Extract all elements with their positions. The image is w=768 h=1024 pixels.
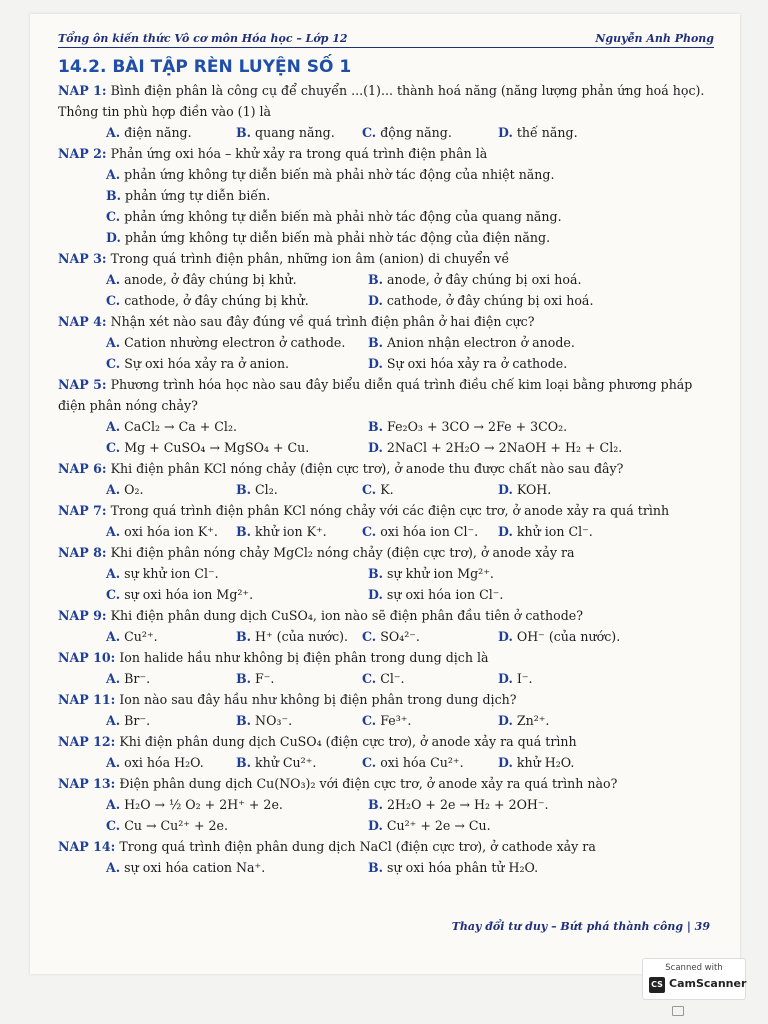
question-item <box>58 80 716 143</box>
section-title: 14.2. BÀI TẬP RÈN LUYỆN SỐ 1 <box>58 57 352 77</box>
option-text: khử ion Cl⁻. <box>516 524 593 539</box>
answer-option <box>236 710 362 731</box>
option-text: Cu²⁺ + 2e → Cu. <box>386 818 491 833</box>
answer-option <box>106 563 368 584</box>
question-label: NAP 6: <box>58 461 107 476</box>
question-stem <box>58 647 716 668</box>
header-book-title: Tổng ôn kiến thức Vô cơ môn Hóa học – Lớp 12 <box>58 32 348 45</box>
answer-option <box>498 122 716 143</box>
question-label: NAP 2: <box>58 146 107 161</box>
option-letter: B. <box>236 524 252 539</box>
option-text: K. <box>380 482 394 497</box>
answer-option <box>362 668 498 689</box>
option-text: cathode, ở đây chúng bị oxi hoá. <box>386 293 594 308</box>
answer-options <box>58 479 716 500</box>
question-stem <box>58 731 716 752</box>
answer-option <box>236 668 362 689</box>
option-letter: D. <box>368 293 383 308</box>
option-text: Br⁻. <box>124 671 151 686</box>
question-item <box>58 836 716 878</box>
answer-option <box>106 122 236 143</box>
page-footer: Thay đổi tư duy – Bứt phá thành công | 39 <box>451 920 710 933</box>
question-text: Khi điện phân dung dịch CuSO₄ (điện cực trơ), ở anode xảy ra quá trình <box>119 734 577 749</box>
option-text: sự khử ion Cl⁻. <box>124 566 219 581</box>
answer-option <box>498 710 716 731</box>
option-letter: A. <box>106 629 121 644</box>
option-text: cathode, ở đây chúng bị khử. <box>124 293 309 308</box>
option-letter: C. <box>362 482 377 497</box>
question-item <box>58 773 716 836</box>
question-text: Khi điện phân dung dịch CuSO₄, ion nào sẽ điện phân đầu tiên ở cathode? <box>110 608 583 623</box>
option-letter: A. <box>106 335 121 350</box>
question-stem <box>58 500 716 521</box>
option-letter: B. <box>368 566 384 581</box>
option-letter: A. <box>106 167 121 182</box>
option-text: Fe₂O₃ + 3CO → 2Fe + 3CO₂. <box>387 419 568 434</box>
answer-option <box>58 206 716 227</box>
option-text: oxi hóa ion Cl⁻. <box>380 524 479 539</box>
option-text: động năng. <box>380 125 452 140</box>
option-text: điện năng. <box>124 125 192 140</box>
option-text: Sự oxi hóa xảy ra ở anion. <box>124 356 290 371</box>
question-item <box>58 143 716 248</box>
question-item <box>58 542 716 605</box>
exercise-content <box>58 54 716 878</box>
answer-options <box>58 416 716 458</box>
option-text: Cation nhường electron ở cathode. <box>124 335 346 350</box>
question-stem <box>58 80 716 122</box>
option-letter: B. <box>236 482 252 497</box>
option-letter: D. <box>368 440 383 455</box>
answer-option <box>368 290 716 311</box>
answer-option <box>362 710 498 731</box>
option-text: Anion nhận electron ở anode. <box>387 335 575 350</box>
answer-options <box>58 710 716 731</box>
answer-option <box>498 479 716 500</box>
question-stem <box>58 605 716 626</box>
option-text: Fe³⁺. <box>380 713 412 728</box>
question-item <box>58 731 716 773</box>
question-text: Nhận xét nào sau đây đúng về quá trình điện phân ở hai điện cực? <box>110 314 535 329</box>
question-stem <box>58 248 716 269</box>
option-text: phản ứng không tự diễn biến mà phải nhờ tác động của quang năng. <box>124 209 562 224</box>
answer-option <box>236 479 362 500</box>
option-letter: D. <box>368 587 383 602</box>
question-item <box>58 374 716 458</box>
answer-option <box>362 752 498 773</box>
option-letter: C. <box>106 209 121 224</box>
option-letter: D. <box>106 230 121 245</box>
option-letter: A. <box>106 797 121 812</box>
answer-options <box>58 794 716 836</box>
option-text: sự oxi hóa cation Na⁺. <box>124 860 266 875</box>
question-label: NAP 10: <box>58 650 116 665</box>
option-text: oxi hóa Cu²⁺. <box>380 755 464 770</box>
option-letter: A. <box>106 860 121 875</box>
option-letter: C. <box>106 587 121 602</box>
option-letter: C. <box>362 524 377 539</box>
running-header <box>58 30 714 46</box>
option-letter: A. <box>106 524 121 539</box>
question-text: Trong quá trình điện phân KCl nóng chảy với các điện cực trơ, ở anode xảy ra quá trình <box>110 503 670 518</box>
option-letter: D. <box>368 356 383 371</box>
option-text: OH⁻ (của nước). <box>516 629 621 644</box>
answer-option <box>106 626 236 647</box>
answer-option <box>368 353 716 374</box>
answer-option <box>106 269 368 290</box>
option-text: Cl₂. <box>255 482 278 497</box>
answer-option <box>368 332 716 353</box>
answer-option <box>368 269 716 290</box>
answer-option <box>362 521 498 542</box>
option-letter: A. <box>106 566 121 581</box>
option-letter: D. <box>498 482 513 497</box>
question-item <box>58 458 716 500</box>
option-text: anode, ở đây chúng bị khử. <box>124 272 297 287</box>
option-text: Zn²⁺. <box>516 713 550 728</box>
answer-option <box>106 794 368 815</box>
question-text: Bình điện phân là công cụ để chuyển ...(1)... thành hoá năng (năng lượng phản ứng hoá học). Thông tin phù hợp điền vào (1) là <box>58 83 705 119</box>
question-stem <box>58 836 716 857</box>
answer-option <box>106 479 236 500</box>
question-text: Khi điện phân nóng chảy MgCl₂ nóng chảy (điện cực trơ), ở anode xảy ra <box>110 545 575 560</box>
option-text: Cl⁻. <box>380 671 405 686</box>
answer-options <box>58 752 716 773</box>
option-letter: C. <box>362 671 377 686</box>
question-stem <box>58 311 716 332</box>
question-item <box>58 500 716 542</box>
answer-option <box>368 416 716 437</box>
question-stem <box>58 542 716 563</box>
answer-option <box>106 815 368 836</box>
option-letter: B. <box>368 797 384 812</box>
question-item <box>58 689 716 731</box>
question-text: Trong quá trình điện phân, những ion âm (anion) di chuyển về <box>110 251 510 266</box>
question-text: Ion nào sau đây hầu như không bị điện phân trong dung dịch? <box>119 692 517 707</box>
option-text: khử H₂O. <box>516 755 575 770</box>
question-stem <box>58 689 716 710</box>
answer-option <box>236 626 362 647</box>
option-letter: D. <box>368 818 383 833</box>
option-letter: D. <box>498 125 513 140</box>
question-label: NAP 14: <box>58 839 116 854</box>
option-text: oxi hóa ion K⁺. <box>124 524 218 539</box>
option-letter: D. <box>498 713 513 728</box>
question-text: Phương trình hóa học nào sau đây biểu diễn quá trình điều chế kim loại bằng phương pháp điện phân nóng chảy? <box>58 377 693 413</box>
answer-option <box>106 416 368 437</box>
question-label: NAP 8: <box>58 545 107 560</box>
answer-option <box>368 794 716 815</box>
option-text: Mg + CuSO₄ → MgSO₄ + Cu. <box>124 440 310 455</box>
question-item <box>58 647 716 689</box>
answer-option <box>58 185 716 206</box>
option-text: sự oxi hóa ion Mg²⁺. <box>124 587 254 602</box>
option-letter: A. <box>106 419 121 434</box>
answer-option <box>106 584 368 605</box>
question-label: NAP 13: <box>58 776 116 791</box>
option-text: NO₃⁻. <box>255 713 293 728</box>
answer-option <box>498 668 716 689</box>
option-letter: C. <box>362 125 377 140</box>
option-letter: A. <box>106 713 121 728</box>
answer-option <box>106 437 368 458</box>
option-letter: D. <box>498 524 513 539</box>
option-text: Sự oxi hóa xảy ra ở cathode. <box>386 356 568 371</box>
answer-option <box>106 353 368 374</box>
answer-option <box>368 584 716 605</box>
question-label: NAP 3: <box>58 251 107 266</box>
answer-option <box>368 437 716 458</box>
option-text: H₂O → ½ O₂ + 2H⁺ + 2e. <box>124 797 283 812</box>
header-author: Nguyễn Anh Phong <box>595 32 714 45</box>
answer-option <box>498 521 716 542</box>
option-letter: B. <box>368 419 384 434</box>
answer-options <box>58 668 716 689</box>
answer-option <box>106 752 236 773</box>
option-text: oxi hóa H₂O. <box>124 755 204 770</box>
answer-options <box>58 122 716 143</box>
option-text: sự khử ion Mg²⁺. <box>387 566 494 581</box>
answer-options <box>58 563 716 605</box>
option-letter: B. <box>368 272 384 287</box>
option-letter: C. <box>362 713 377 728</box>
option-text: H⁺ (của nước). <box>255 629 349 644</box>
option-letter: B. <box>236 671 252 686</box>
option-text: Br⁻. <box>124 713 151 728</box>
option-letter: C. <box>106 818 121 833</box>
option-letter: C. <box>106 356 121 371</box>
answer-option <box>368 857 716 878</box>
question-stem <box>58 374 716 416</box>
option-letter: A. <box>106 671 121 686</box>
answer-option <box>236 122 362 143</box>
option-letter: C. <box>106 440 121 455</box>
option-text: Cu²⁺. <box>124 629 158 644</box>
small-artifact-icon <box>672 1006 684 1016</box>
question-label: NAP 11: <box>58 692 116 707</box>
option-text: KOH. <box>516 482 552 497</box>
option-text: quang năng. <box>255 125 335 140</box>
question-stem <box>58 458 716 479</box>
option-letter: B. <box>106 188 122 203</box>
option-letter: D. <box>498 629 513 644</box>
option-text: O₂. <box>124 482 144 497</box>
header-divider <box>58 47 714 48</box>
option-letter: A. <box>106 125 121 140</box>
camscanner-logo-icon: CS <box>649 977 665 993</box>
option-text: sự oxi hóa phân tử H₂O. <box>387 860 539 875</box>
answer-option <box>106 857 368 878</box>
option-text: khử ion K⁺. <box>255 524 327 539</box>
question-text: Trong quá trình điện phân dung dịch NaCl (điện cực trơ), ở cathode xảy ra <box>119 839 596 854</box>
answer-option <box>498 752 716 773</box>
question-stem <box>58 143 716 164</box>
answer-option <box>498 626 716 647</box>
answer-option <box>106 290 368 311</box>
question-text: Ion halide hầu như không bị điện phân trong dung dịch là <box>119 650 489 665</box>
answer-option <box>362 122 498 143</box>
camscanner-watermark <box>642 958 746 1000</box>
answer-option <box>368 563 716 584</box>
option-letter: A. <box>106 755 121 770</box>
answer-option <box>106 332 368 353</box>
question-item <box>58 248 716 311</box>
answer-option <box>368 815 716 836</box>
answer-option <box>236 752 362 773</box>
watermark-line1: Scanned with <box>665 963 723 973</box>
option-letter: C. <box>106 293 121 308</box>
option-text: I⁻. <box>516 671 533 686</box>
book-page <box>30 14 740 974</box>
question-text: Phản ứng oxi hóa – khử xảy ra trong quá trình điện phân là <box>110 146 488 161</box>
option-text: thế năng. <box>516 125 578 140</box>
option-letter: B. <box>236 125 252 140</box>
question-label: NAP 12: <box>58 734 116 749</box>
answer-option <box>106 521 236 542</box>
answer-option <box>106 668 236 689</box>
question-label: NAP 4: <box>58 314 107 329</box>
question-text: Điện phân dung dịch Cu(NO₃)₂ với điện cực trơ, ở anode xảy ra quá trình nào? <box>119 776 618 791</box>
option-letter: C. <box>362 629 377 644</box>
question-label: NAP 1: <box>58 83 107 98</box>
option-text: Cu → Cu²⁺ + 2e. <box>124 818 228 833</box>
question-stem <box>58 773 716 794</box>
question-list <box>58 80 716 878</box>
question-label: NAP 7: <box>58 503 107 518</box>
option-letter: A. <box>106 482 121 497</box>
answer-option <box>236 521 362 542</box>
option-text: khử Cu²⁺. <box>255 755 317 770</box>
option-letter: D. <box>498 671 513 686</box>
option-letter: B. <box>236 755 252 770</box>
option-text: phản ứng không tự diễn biến mà phải nhờ tác động của nhiệt năng. <box>124 167 555 182</box>
option-text: 2H₂O + 2e → H₂ + 2OH⁻. <box>387 797 549 812</box>
answer-options <box>58 164 716 248</box>
question-item <box>58 311 716 374</box>
answer-options <box>58 269 716 311</box>
option-letter: B. <box>236 713 252 728</box>
option-letter: A. <box>106 272 121 287</box>
option-letter: B. <box>368 860 384 875</box>
option-text: 2NaCl + 2H₂O → 2NaOH + H₂ + Cl₂. <box>386 440 623 455</box>
question-label: NAP 5: <box>58 377 107 392</box>
option-text: F⁻. <box>255 671 275 686</box>
option-letter: C. <box>362 755 377 770</box>
option-text: SO₄²⁻. <box>380 629 420 644</box>
option-text: anode, ở đây chúng bị oxi hoá. <box>387 272 582 287</box>
question-item <box>58 605 716 647</box>
answer-option <box>362 626 498 647</box>
answer-options <box>58 332 716 374</box>
answer-options <box>58 521 716 542</box>
option-text: phản ứng không tự diễn biến mà phải nhờ tác động của điện năng. <box>124 230 551 245</box>
option-text: sự oxi hóa ion Cl⁻. <box>386 587 504 602</box>
option-letter: B. <box>368 335 384 350</box>
option-letter: D. <box>498 755 513 770</box>
option-letter: B. <box>236 629 252 644</box>
answer-option <box>58 227 716 248</box>
answer-options <box>58 857 716 878</box>
answer-option <box>362 479 498 500</box>
option-text: phản ứng tự diễn biến. <box>125 188 271 203</box>
option-text: CaCl₂ → Ca + Cl₂. <box>124 419 238 434</box>
answer-option <box>106 710 236 731</box>
answer-options <box>58 626 716 647</box>
question-text: Khi điện phân KCl nóng chảy (điện cực trơ), ở anode thu được chất nào sau đây? <box>110 461 624 476</box>
question-label: NAP 9: <box>58 608 107 623</box>
answer-option <box>58 164 716 185</box>
watermark-line2: CamScanner <box>669 977 747 990</box>
